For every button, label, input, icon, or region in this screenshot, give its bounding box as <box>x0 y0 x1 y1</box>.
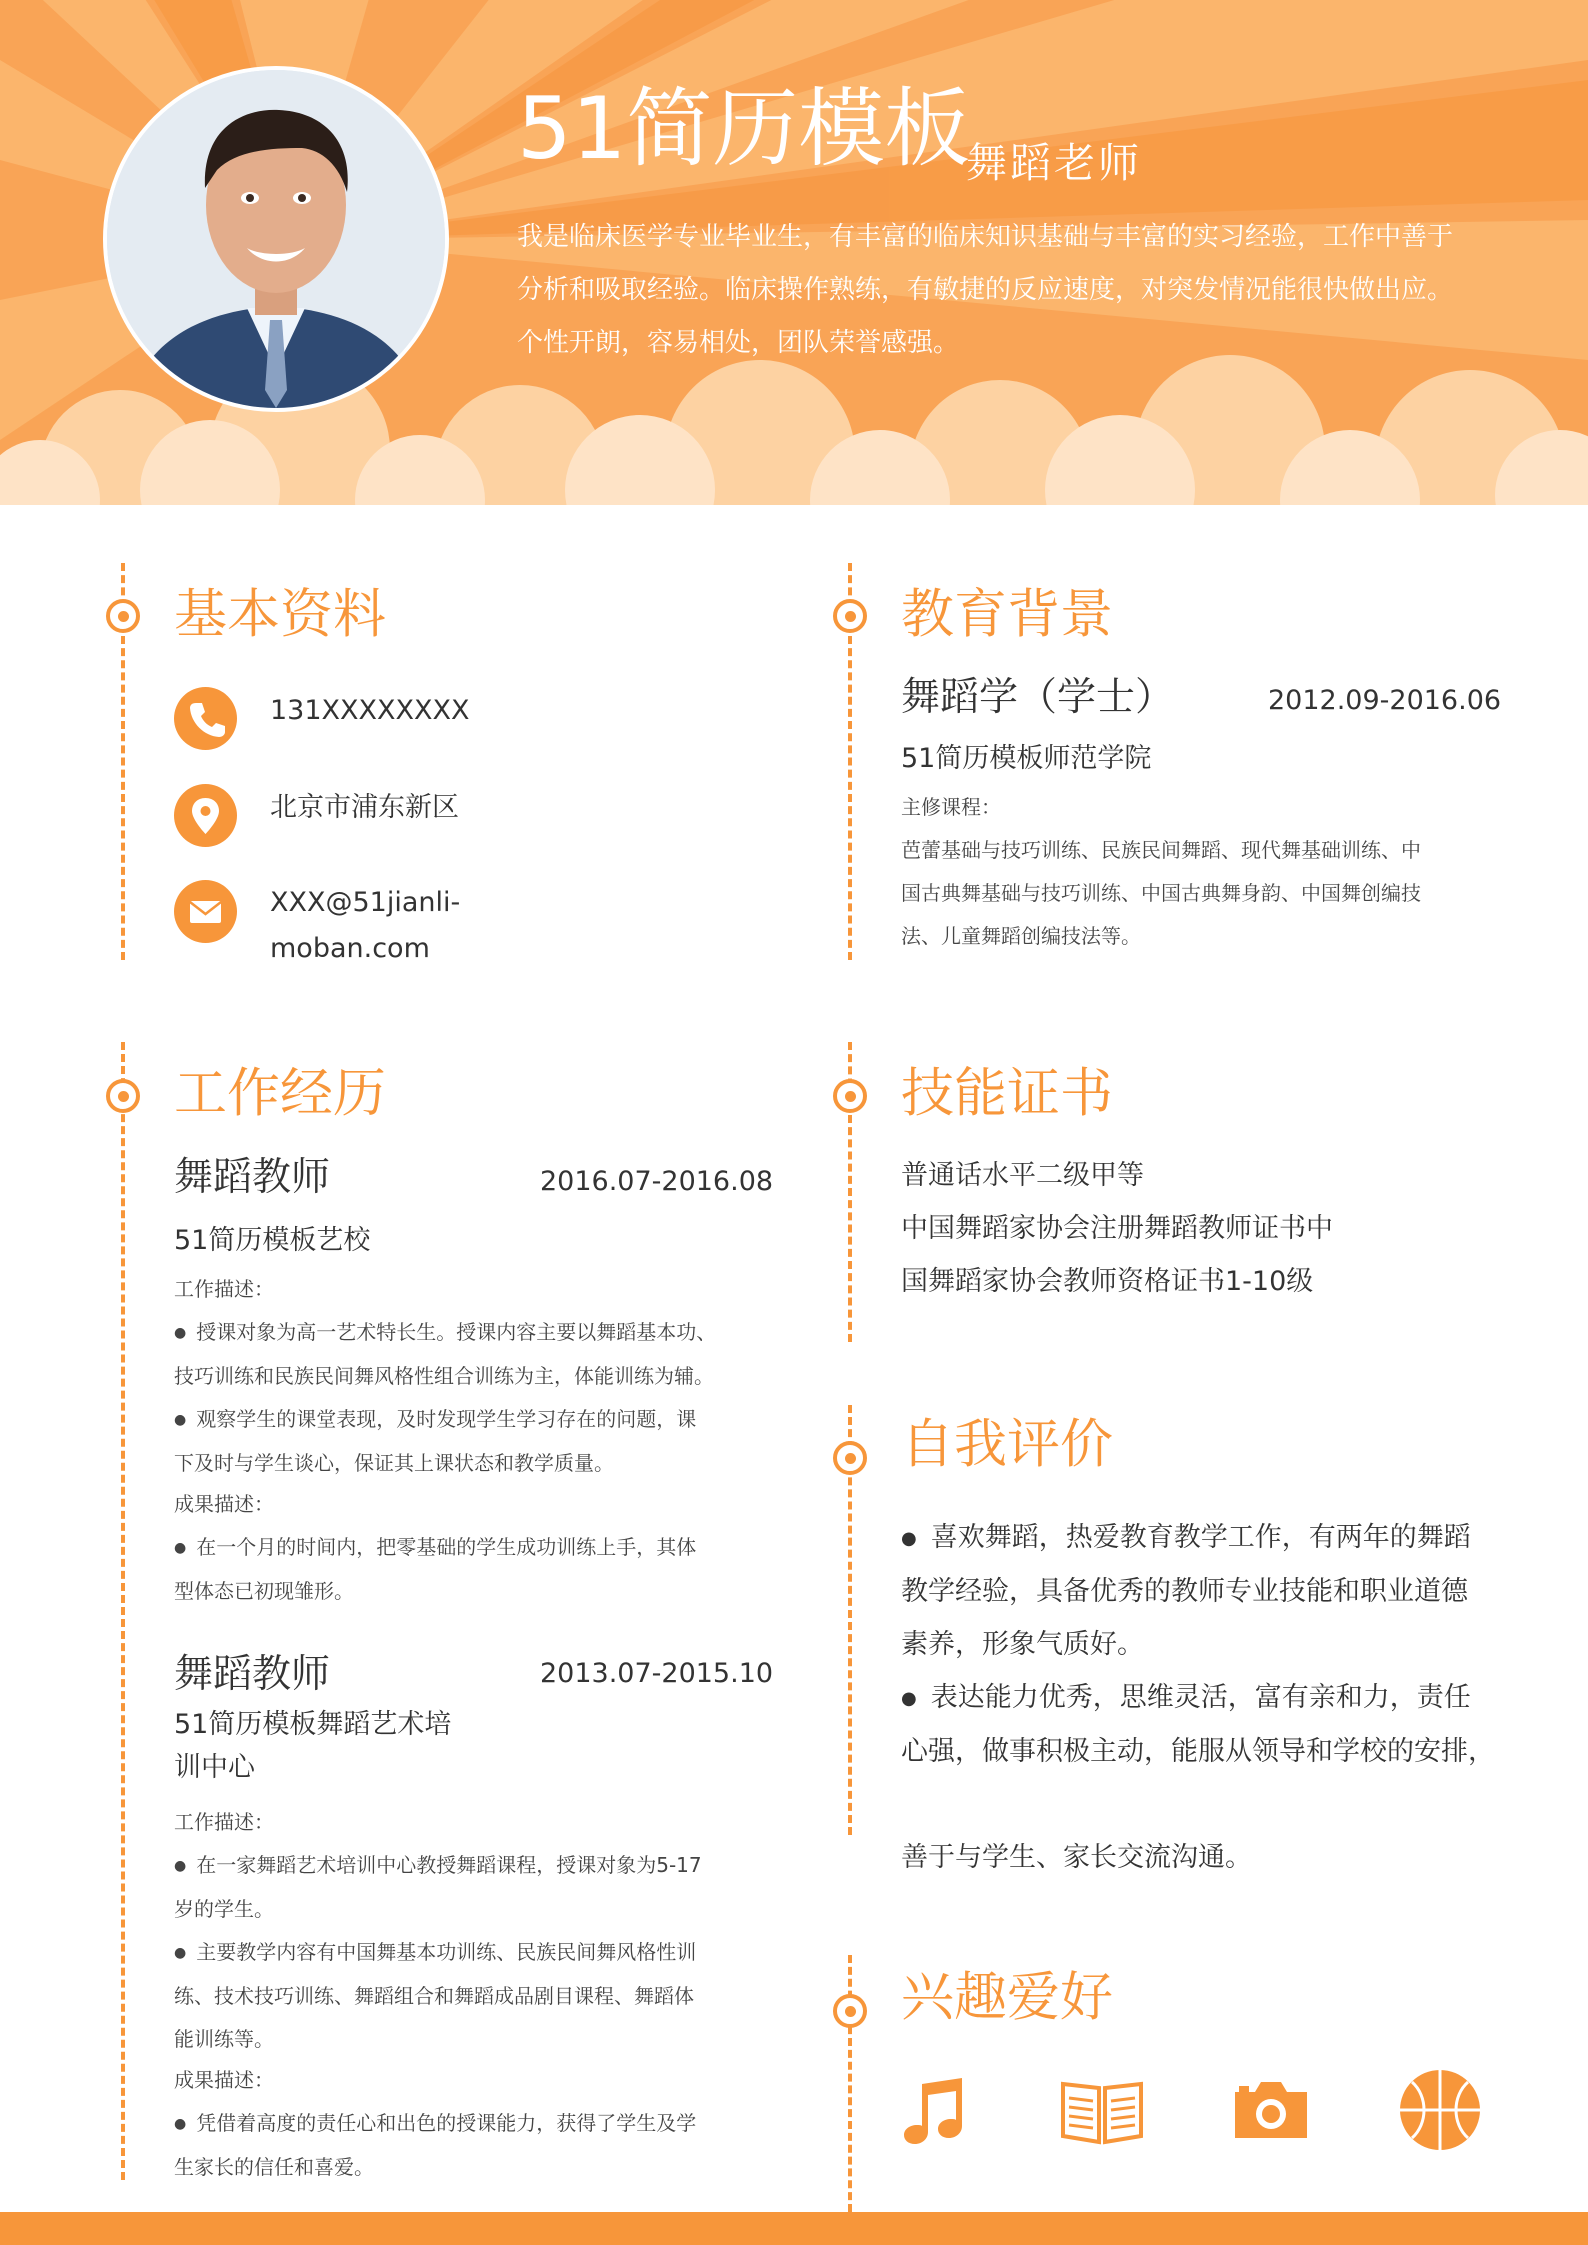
email-line-1: XXX@51jianli- <box>270 887 461 918</box>
job1-desc-item-2: ● 观察学生的课堂表现，及时发现学生学习存在的问题，课 <box>174 1407 697 1431</box>
camera-icon <box>1229 2074 1313 2150</box>
header-banner <box>0 0 1588 520</box>
job2-desc-list: ● 在一家舞蹈艺术培训中心教授舞蹈课程，授课对象为5-17 岁的学生。 ● 主要教学内容有中国舞基本功训练、民族民间舞风格性训 练、技术技巧训练、舞蹈组合和舞蹈成品剧目课程、舞蹈体 能训练等。 <box>174 1844 774 2061</box>
section-title-basic: 基本资料 <box>174 584 386 645</box>
timeline-line-work <box>121 1042 125 2180</box>
address-text: 北京市浦东新区 <box>270 792 459 823</box>
job2-desc-item-1: ● 在一家舞蹈艺术培训中心教授舞蹈课程，授课对象为5-17 <box>174 1853 702 1877</box>
section-title-work: 工作经历 <box>174 1063 386 1124</box>
intro-text: 我是临床医学专业毕业生，有丰富的临床知识基础与丰富的实习经验，工作中善于分析和吸取经验。临床操作熟练，有敏捷的反应速度，对突发情况能很快做出应。个性开朗，容易相处，团队荣誉感强。 <box>517 222 1454 358</box>
mail-icon <box>174 880 237 943</box>
timeline-dot-self <box>833 1441 867 1475</box>
self-item-1: ● 喜欢舞蹈，热爱教育教学工作，有两年的舞蹈 <box>901 1522 1471 1553</box>
skill-item: 普通话水平二级甲等 <box>901 1160 1144 1191</box>
book-icon <box>1059 2074 1145 2150</box>
job2-date: 2013.07-2015.10 <box>540 1658 774 1689</box>
courses-text <box>901 829 1491 958</box>
education-school: 51简历模板师范学院 <box>901 743 1152 774</box>
section-title-self: 自我评价 <box>901 1414 1113 1475</box>
timeline-dot-hobby <box>833 1994 867 2028</box>
section-title-skills: 技能证书 <box>901 1063 1113 1124</box>
skills-list <box>901 1149 1333 1308</box>
section-title-hobby: 兴趣爱好 <box>901 1967 1113 2028</box>
self-evaluation-text: ● 喜欢舞蹈，热爱教育教学工作，有两年的舞蹈 教学经验，具备优秀的教师专业技能和职业道德 素养，形象气质好。 ● 表达能力优秀，思维灵活，富有亲和力，责任 心强，做事积极主动，能服从领导和学校的安排， 善于与学生、家长交流沟通。 <box>901 1511 1501 1884</box>
courses-label: 主修课程： <box>901 795 1001 819</box>
email-line-2: moban.com <box>270 933 430 964</box>
job1-org: 51简历模板艺校 <box>174 1225 371 1256</box>
job1-position: 舞蹈教师 <box>174 1155 331 1200</box>
job2-result-item-1: ● 凭借着高度的责任心和出色的授课能力，获得了学生及学 <box>174 2111 697 2135</box>
job2-result-label: 成果描述： <box>174 2068 274 2092</box>
phone-icon <box>174 687 237 750</box>
job1-desc-label: 工作描述： <box>174 1277 274 1301</box>
profile-photo <box>103 66 449 412</box>
basketball-icon <box>1398 2074 1482 2156</box>
education-degree: 舞蹈学（学士） <box>901 675 1175 720</box>
job1-result-list: ● 在一个月的时间内，把零基础的学生成功训练上手，其体 型体态已初现雏形。 <box>174 1526 774 1613</box>
job1-result-item-1: ● 在一个月的时间内，把零基础的学生成功训练上手，其体 <box>174 1535 697 1559</box>
timeline-dot-skills <box>833 1079 867 1113</box>
job1-desc-item-1: ● 授课对象为高一艺术特长生。授课内容主要以舞蹈基本功、 <box>174 1320 717 1344</box>
skill-item: 中国舞蹈家协会注册舞蹈教师证书中 <box>901 1213 1333 1244</box>
resume-name: 51简历模板 <box>517 79 971 179</box>
courses-line-2: 国古典舞基础与技巧训练、中国古典舞身韵、中国舞创编技 <box>901 881 1421 905</box>
location-icon <box>174 784 237 847</box>
job1-desc-list: ● 授课对象为高一艺术特长生。授课内容主要以舞蹈基本功、 技巧训练和民族民间舞风格性组合训练为主，体能训练为辅。 ● 观察学生的课堂表现，及时发现学生学习存在的问题，课 下及时与学生谈心，保证其上课状态和教学质量。 <box>174 1311 774 1485</box>
footer-bar <box>0 2212 1588 2245</box>
phone-text: 131XXXXXXXX <box>270 695 470 726</box>
job1-date: 2016.07-2016.08 <box>540 1166 774 1197</box>
section-title-education: 教育背景 <box>901 584 1113 645</box>
timeline-dot-basic <box>106 599 140 633</box>
job2-result-list: ● 凭借着高度的责任心和出色的授课能力，获得了学生及学 生家长的信任和喜爱。 <box>174 2102 774 2189</box>
email-text <box>270 880 460 972</box>
timeline-dot-education <box>833 599 867 633</box>
job1-result-label: 成果描述： <box>174 1492 274 1516</box>
job2-org: 51简历模板舞蹈艺术培 训中心 <box>174 1709 452 1783</box>
job2-desc-label: 工作描述： <box>174 1810 274 1834</box>
music-icon <box>898 2074 970 2150</box>
job2-position: 舞蹈教师 <box>174 1652 331 1697</box>
courses-line-1: 芭蕾基础与技巧训练、民族民间舞蹈、现代舞基础训练、中 <box>901 838 1421 862</box>
timeline-dot-work <box>106 1079 140 1113</box>
job-title: 舞蹈老师 <box>966 139 1142 187</box>
self-item-2: ● 表达能力优秀，思维灵活，富有亲和力，责任 <box>901 1682 1471 1713</box>
skill-item: 国舞蹈家协会教师资格证书1-10级 <box>901 1266 1314 1297</box>
job2-desc-item-2: ● 主要教学内容有中国舞基本功训练、民族民间舞风格性训 <box>174 1940 697 1964</box>
education-date: 2012.09-2016.06 <box>1268 685 1502 716</box>
courses-line-3: 法、儿童舞蹈创编技法等。 <box>901 924 1141 948</box>
